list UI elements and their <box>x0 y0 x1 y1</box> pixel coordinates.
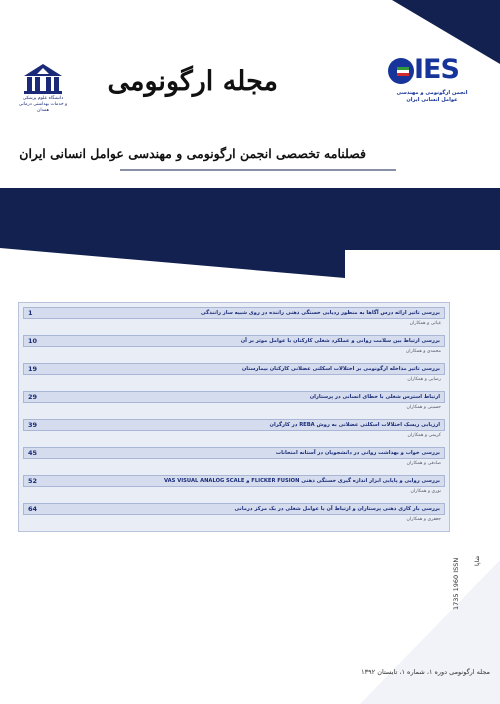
toc-authors: نوری و همکاران <box>410 489 441 494</box>
toc-authors: محمدی و همکاران <box>405 349 441 354</box>
toc-page: 45 <box>28 449 38 457</box>
university-emblem-icon <box>22 62 64 96</box>
toc-title-bar <box>23 363 445 375</box>
toc-page: 52 <box>28 477 38 485</box>
corner-shape-bottom <box>360 557 500 704</box>
toc-title: ارزیابی ریسک اختلالات اسکلتی عضلانی به روش REBA در کارگران <box>269 422 440 428</box>
toc-authors: غیاثی و همکاران <box>409 321 441 326</box>
ies-caption-2: عوامل انسانی ایران <box>406 97 458 103</box>
toc-title-bar <box>23 419 445 431</box>
university-caption-2: و خدمات بهداشتی درمانی همدان <box>18 102 68 113</box>
toc-title: بررسی تاثیر ارائه درس آگاها به منظور ردیابی خستگی ذهنی راننده در روی شبیه ساز رانندگی <box>200 310 440 316</box>
ies-globe-icon <box>388 58 414 84</box>
toc-authors: رضایی و همکاران <box>407 377 441 382</box>
toc-authors: جعفری و همکاران <box>406 517 441 522</box>
toc-title: بررسی روایی و پایایی ابزار اندازه گیری خستگی ذهنی FLICKER FUSION و VAS VISUAL ANALOG SCALE <box>164 478 440 484</box>
table-of-contents <box>18 302 450 532</box>
toc-page: 10 <box>28 337 38 345</box>
toc-title: ارتباط استرس شغلی با خطای انسانی در پرستاران <box>309 394 440 400</box>
toc-page: 1 <box>28 309 33 317</box>
journal-title: مجله ارگونومی <box>107 66 278 97</box>
university-caption-1: دانشگاه علوم پزشکی <box>22 96 64 101</box>
issue-info: مجله ارگونومی دوره ۱، شماره ۱، تابستان ۱۳۹۲ <box>361 668 490 676</box>
toc-title-bar <box>23 503 445 515</box>
toc-title: بررسی خواب و بهداشت روانی در دانشجویان در آستانه امتحانات <box>275 450 440 456</box>
toc-title-bar <box>23 335 445 347</box>
toc-title-bar <box>23 307 445 319</box>
toc-title-bar <box>23 391 445 403</box>
toc-authors: کریمی و همکاران <box>407 433 441 438</box>
toc-authors: حسینی و همکاران <box>406 405 441 410</box>
toc-page: 39 <box>28 421 38 429</box>
toc-title: بررسی بار کاری ذهنی پرستاران و ارتباط آن با عوامل شغلی در یک مرکز درمانی <box>234 506 440 512</box>
ies-caption-1: انجمن ارگونومی و مهندسی <box>396 90 468 96</box>
toc-title: بررسی ارتباط بین سلامت روانی و عملکرد شغلی کارکنان با عوامل موثر بر آن <box>240 338 440 344</box>
toc-title: بررسی تاثیر مداخله ارگونومی بر اختلالات اسکلتی عضلانی کارکنان بیمارستان <box>241 366 440 372</box>
ies-logo <box>384 56 480 104</box>
toc-authors: صادقی و همکاران <box>406 461 441 466</box>
issn-label: 1735 1960 ISSN <box>452 557 460 610</box>
university-logo <box>16 62 70 114</box>
navy-band <box>0 188 500 278</box>
shapa-label: شاپا <box>474 555 481 566</box>
toc-title-bar <box>23 447 445 459</box>
journal-subtitle: فصلنامه تخصصی انجمن ارگونومی و مهندسی عوامل انسانی ایران <box>19 146 366 161</box>
ies-acronym: IES <box>414 54 459 85</box>
toc-page: 19 <box>28 365 38 373</box>
toc-page: 64 <box>28 505 38 513</box>
toc-page: 29 <box>28 393 38 401</box>
toc-title-bar <box>23 475 445 487</box>
ies-mark <box>384 56 480 90</box>
